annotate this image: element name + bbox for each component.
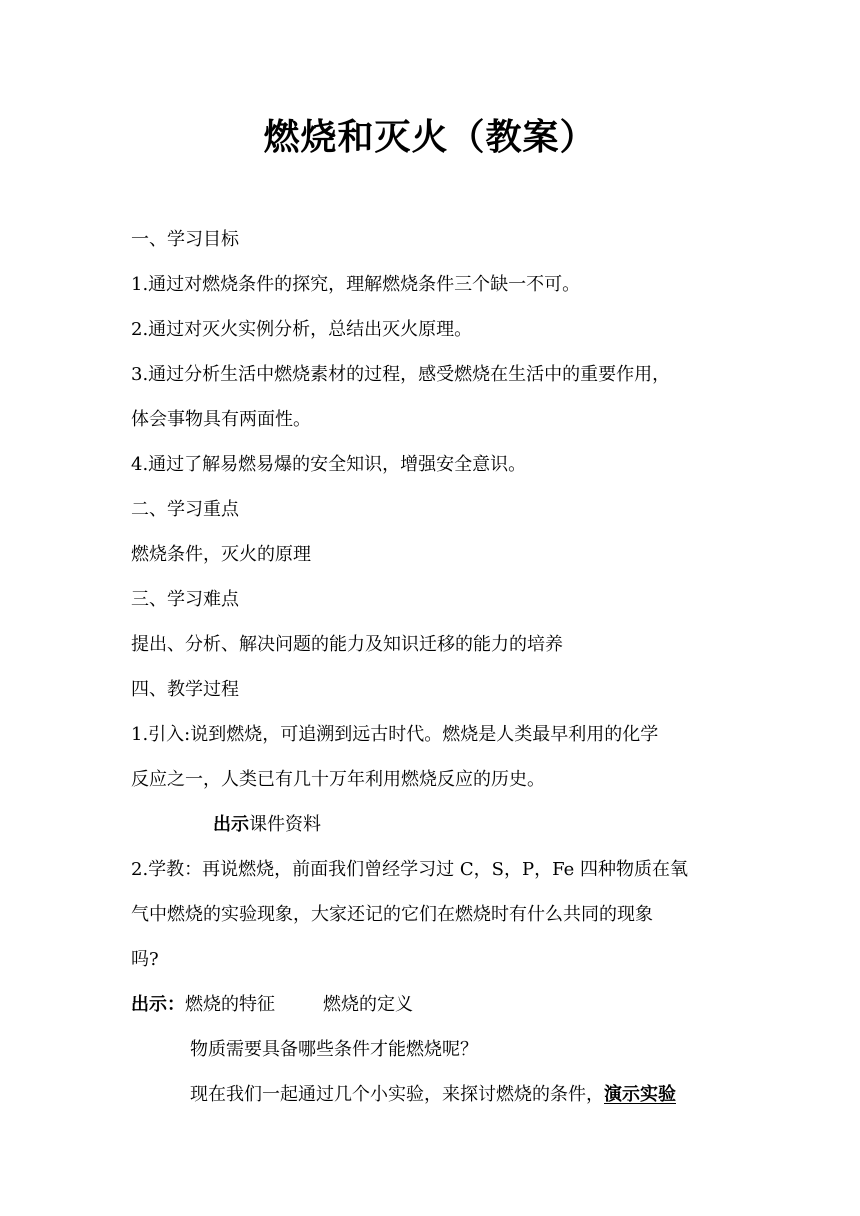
section-heading-process: 四、教学过程 <box>131 679 239 700</box>
goal-item-3: 3.通过分析生活中燃烧素材的过程，感受燃烧在生活中的重要作用， <box>131 364 671 385</box>
demo-experiment-link: 演示实验 <box>604 1084 676 1105</box>
show-label: 出示 <box>213 814 249 835</box>
experiment-text: 现在我们一起通过几个小实验，来探讨燃烧的条件， <box>190 1084 604 1105</box>
process-step2-line-3: 吗? <box>131 949 159 970</box>
section-heading-goals: 一、学习目标 <box>131 229 239 250</box>
show-courseware-text: 课件资料 <box>249 814 321 835</box>
section-heading-difficulties: 三、学习难点 <box>131 589 239 610</box>
section-heading-key-points: 二、学习重点 <box>131 499 239 520</box>
show2-item-definition: 燃烧的定义 <box>323 994 413 1015</box>
key-points-text: 燃烧条件，灭火的原理 <box>131 544 311 565</box>
show2-item-features: 燃烧的特征 <box>185 994 275 1015</box>
goal-item-1: 1.通过对燃烧条件的探究，理解燃烧条件三个缺一不可。 <box>131 274 581 295</box>
process-intro-line-2: 反应之一，人类已有几十万年利用燃烧反应的历史。 <box>131 769 545 790</box>
goal-item-2: 2.通过对灭火实例分析，总结出灭火原理。 <box>131 319 473 340</box>
question-line: 物质需要具备哪些条件才能燃烧呢？ <box>190 1039 478 1060</box>
goal-item-4: 4.通过了解易燃易爆的安全知识，增强安全意识。 <box>131 454 527 475</box>
process-step2-line-2: 气中燃烧的实验现象，大家还记的它们在燃烧时有什么共同的现象 <box>131 904 653 925</box>
show2-label: 出示： <box>131 994 185 1015</box>
goal-item-3-continued: 体会事物具有两面性。 <box>131 409 311 430</box>
experiment-line <box>190 1082 676 1108</box>
process-intro-line-1: 1.引入:说到燃烧，可追溯到远古时代。燃烧是人类最早利用的化学 <box>131 724 659 745</box>
page-title: 燃烧和灭火（教案） <box>263 117 597 158</box>
difficulties-text: 提出、分析、解决问题的能力及知识迁移的能力的培养 <box>131 634 563 655</box>
process-step2-line-1: 2.学教：再说燃烧，前面我们曾经学习过 C，S，P，Fe 四种物质在氧 <box>131 859 688 880</box>
show-courseware-line <box>213 812 321 838</box>
show-features-line <box>131 992 413 1018</box>
